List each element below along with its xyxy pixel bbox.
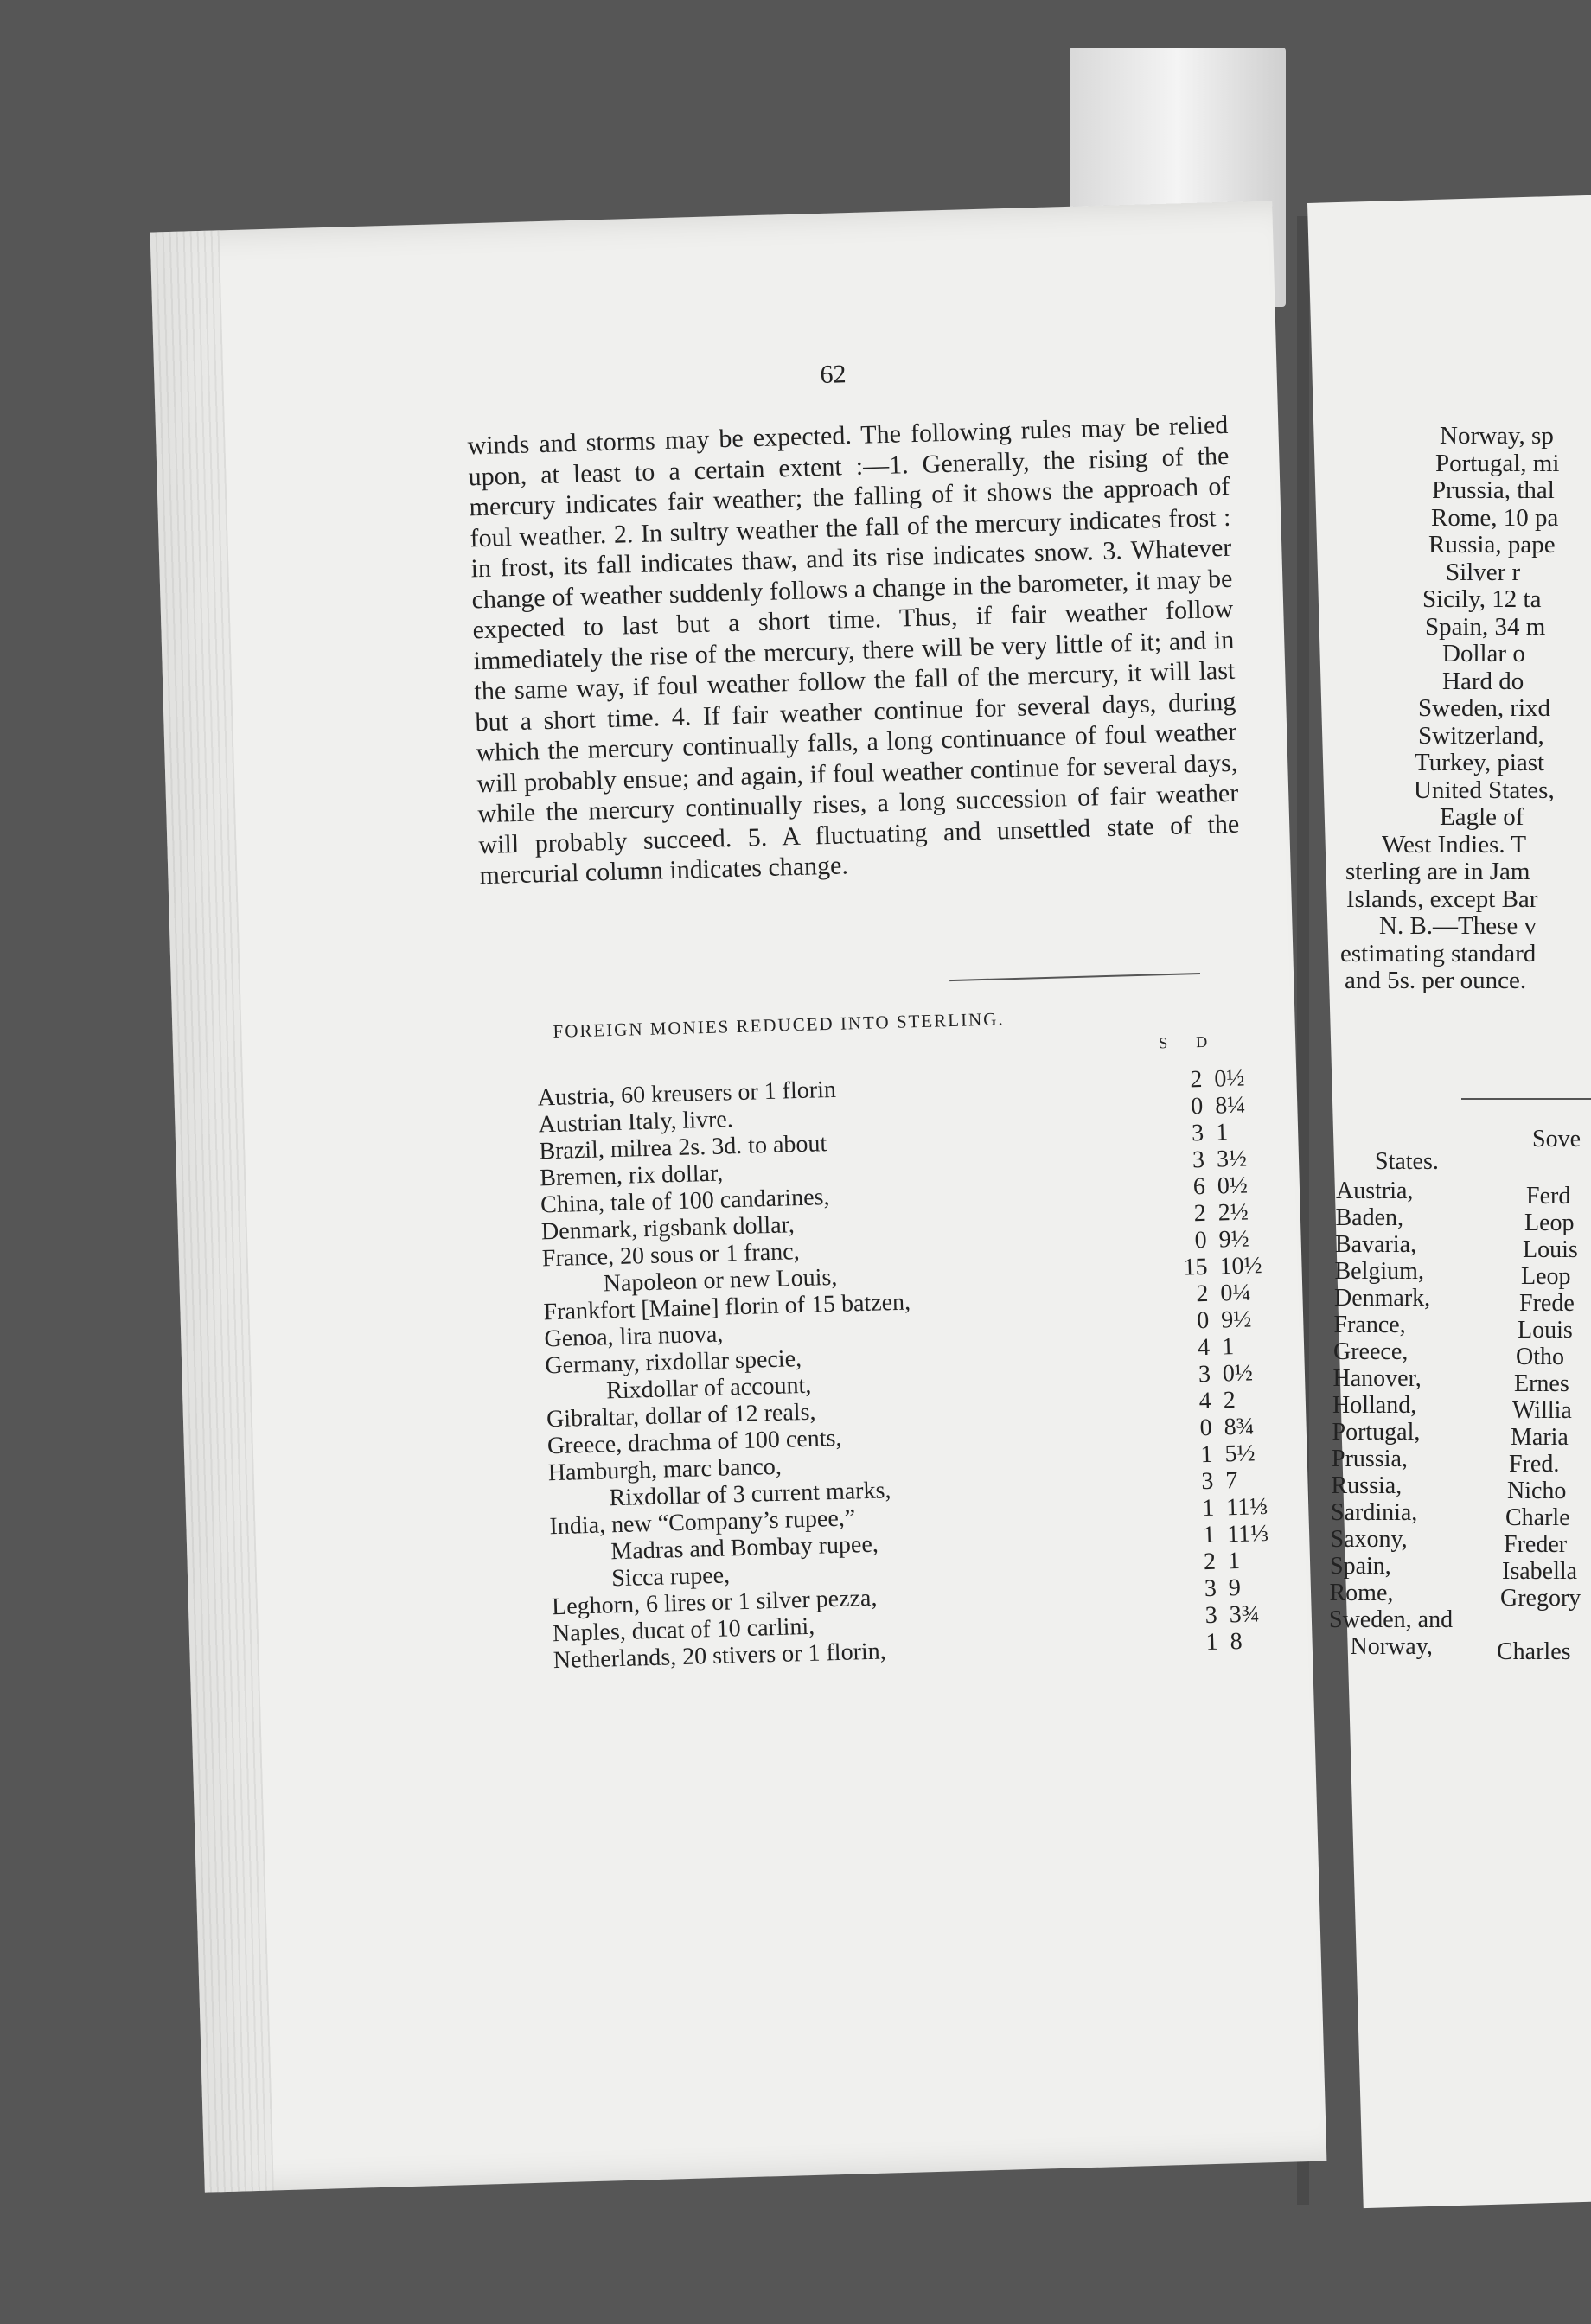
currency-name: Austria, 60 kreusers or 1 florin [537, 1076, 837, 1112]
shillings-value: 0 [1199, 1414, 1213, 1442]
sovereign-name: Otho [1516, 1344, 1564, 1370]
facing-page-line: Hard do [1442, 667, 1524, 695]
currency-name: Greece, drachma of 100 cents, [546, 1424, 842, 1460]
state-name: Portugal, [1332, 1419, 1421, 1446]
currency-name: Bremen, rix dollar, [539, 1159, 724, 1192]
facing-page-line: estimating standard [1340, 939, 1537, 967]
pence-header: D [1195, 1032, 1208, 1051]
pence-value: 2 [1223, 1387, 1236, 1414]
currency-name: Napoleon or new Louis, [603, 1263, 838, 1298]
facing-page-line: Dollar o [1442, 640, 1525, 667]
currency-name: France, 20 sous or 1 franc, [541, 1238, 801, 1273]
facing-page-line: Norway, sp [1440, 422, 1554, 450]
currency-name: India, new “Company’s rupee,” [549, 1504, 856, 1541]
facing-page-line: West Indies. T [1382, 830, 1527, 859]
pence-value: 9 [1228, 1574, 1242, 1602]
shillings-value: 3 [1192, 1146, 1205, 1174]
currency-name: Genoa, lira nuova, [544, 1320, 724, 1353]
pence-value: 11⅓ [1226, 1520, 1269, 1548]
page-number: 62 [820, 360, 847, 389]
shillings-value: 1 [1200, 1440, 1213, 1469]
shillings-value: 0 [1194, 1226, 1208, 1255]
shillings-value: 4 [1198, 1387, 1212, 1415]
shillings-value: 0 [1190, 1092, 1204, 1120]
currency-name: Brazil, milrea 2s. 3d. to about [539, 1130, 827, 1165]
monies-table [537, 1064, 1269, 1675]
shillings-value: 2 [1195, 1280, 1209, 1308]
sovereign-name: Freder [1504, 1531, 1568, 1558]
sovereign-name: Ernes [1514, 1370, 1569, 1397]
state-name: Prussia, [1332, 1446, 1408, 1472]
facing-page-line: Portugal, mi [1435, 449, 1560, 477]
left-page [150, 201, 1327, 2192]
facing-divider-rule [1461, 1098, 1591, 1100]
sovereign-name: Fred. [1509, 1451, 1560, 1478]
divider-rule [949, 973, 1200, 981]
state-name: Sardinia, [1331, 1499, 1418, 1526]
shillings-value: 3 [1191, 1119, 1204, 1147]
shillings-value: 2 [1189, 1065, 1203, 1094]
pence-value: 1 [1221, 1333, 1235, 1361]
sovereign-name: Nicho [1507, 1478, 1567, 1504]
pence-value: 7 [1224, 1467, 1238, 1495]
sovereign-name: Charles [1497, 1638, 1571, 1665]
page-edge [150, 230, 274, 2192]
currency-name: Hamburgh, marc banco, [547, 1452, 783, 1487]
facing-page-line: Sicily, 12 ta [1422, 585, 1542, 613]
barometer-paragraph: winds and storms may be expected. The following rules may be relied upon, at least to a certain extent :—1. Generally, the rising of the mercury indicates fair weather; the falling of it shows the approach of foul weather. 2. In sultry weather the fall of the mercury indicates frost : in frost, its fall indicates thaw, and its rise indicates snow. 3. Whatever change of weather suddenly follows a change in the barometer, it may be expected to last but a short time. Thus, if fair weather follow immediately the rise of the mercury, there will be very little of it; and in the same way, if foul weather follow the fall of the mercury, it will last but a short time. 4. If fair weather continue for several days, during which the mercury continually falls, a long continuance of foul weather will probably ensue; and again, if foul weather continue for several days, while the mercury continually rises, a long succession of fair weather will probably succeed. 5. A fluctuating and unsettled state of the mercurial column indicates change. [467, 410, 1240, 891]
pence-value: 3½ [1216, 1145, 1248, 1173]
state-name: France, [1333, 1312, 1406, 1338]
currency-name: Austrian Italy, livre. [538, 1106, 734, 1139]
state-name: Holland, [1332, 1392, 1417, 1419]
shillings-value: 2 [1203, 1548, 1217, 1576]
pence-value: 8 [1230, 1627, 1243, 1656]
pence-value: 9½ [1218, 1225, 1250, 1254]
facing-page-line: Prussia, thal [1432, 476, 1555, 504]
pence-value: 1 [1215, 1119, 1229, 1146]
shillings-value: 0 [1196, 1306, 1210, 1335]
pence-value: 3¾ [1229, 1600, 1261, 1629]
pence-value: 8¾ [1224, 1413, 1256, 1441]
facing-page-line: Eagle of [1440, 803, 1524, 831]
currency-name: Netherlands, 20 stivers or 1 florin, [553, 1638, 887, 1675]
sovereign-name: Leop [1524, 1210, 1575, 1236]
currency-name: Rixdollar of 3 current marks, [609, 1477, 891, 1512]
state-name: Russia, [1331, 1472, 1403, 1499]
sovereign-name: Louis [1523, 1236, 1578, 1263]
state-name: Spain, [1330, 1553, 1391, 1580]
facing-page-line: N. B.—These v [1379, 912, 1537, 940]
state-name: Bavaria, [1335, 1231, 1417, 1258]
facing-page-line: Islands, except Bar [1346, 884, 1538, 913]
sovereign-name: Charle [1505, 1504, 1570, 1531]
pence-value: 0½ [1213, 1064, 1245, 1093]
shillings-value: 3 [1198, 1360, 1211, 1389]
sovereigns-header: Sove [1532, 1126, 1581, 1152]
pence-value: 2½ [1217, 1198, 1249, 1227]
currency-name: Sicca rupee, [610, 1561, 731, 1593]
pence-value: 5½ [1224, 1440, 1256, 1468]
shillings-value: 3 [1200, 1467, 1214, 1496]
facing-page-line: sterling are in Jam [1345, 858, 1530, 885]
shillings-value: 3 [1204, 1574, 1217, 1603]
sovereign-name: Gregory [1500, 1585, 1581, 1612]
sovereign-name: Frede [1519, 1290, 1575, 1317]
facing-page-line: Spain, 34 m [1425, 612, 1546, 641]
state-name: Belgium, [1334, 1258, 1424, 1285]
state-name: Greece, [1333, 1338, 1409, 1365]
pence-value: 0¼ [1219, 1279, 1251, 1307]
sovereign-name: Isabella [1502, 1558, 1578, 1585]
state-name: Saxony, [1330, 1526, 1408, 1553]
pence-value: 8¼ [1214, 1091, 1246, 1120]
shillings-value: 3 [1204, 1601, 1218, 1630]
state-name: Rome, [1329, 1580, 1394, 1606]
currency-name: Gibraltar, dollar of 12 reals, [546, 1398, 816, 1433]
sovereign-name: Willia [1512, 1397, 1572, 1424]
sovereign-name: Maria [1511, 1424, 1569, 1451]
facing-page-line: Russia, pape [1428, 531, 1556, 559]
currency-name: Naples, ducat of 10 carlini, [552, 1612, 815, 1648]
pence-value: 10½ [1219, 1252, 1262, 1280]
facing-page-line: and 5s. per ounce. [1345, 967, 1527, 994]
currency-name: Denmark, rigsbank dollar, [540, 1211, 796, 1246]
pence-value: 0½ [1217, 1172, 1249, 1200]
shillings-value: 6 [1192, 1172, 1206, 1201]
pence-value: 9½ [1220, 1306, 1252, 1334]
facing-page-line: Silver r [1446, 558, 1521, 586]
currency-name: Madras and Bombay rupee, [610, 1530, 879, 1566]
shillings-value: 15 [1183, 1253, 1208, 1281]
state-name: Baden, [1335, 1204, 1404, 1231]
state-name: Austria, [1336, 1178, 1414, 1204]
shillings-value: 1 [1205, 1628, 1219, 1657]
shillings-value: 1 [1202, 1521, 1216, 1549]
table-title: FOREIGN MONIES REDUCED INTO STERLING. [553, 1008, 1005, 1042]
state-name: Norway, [1350, 1633, 1433, 1660]
shillings-value: 1 [1201, 1494, 1215, 1523]
states-header: States. [1375, 1148, 1439, 1175]
facing-page-line: United States, [1414, 776, 1555, 804]
shillings-value: 4 [1197, 1333, 1211, 1362]
currency-name: Frankfort [Maine] florin of 15 batzen, [543, 1288, 911, 1326]
sovereign-name: Louis [1518, 1317, 1573, 1344]
currency-name: China, tale of 100 candarines, [540, 1184, 830, 1219]
pence-value: 11⅓ [1225, 1493, 1268, 1522]
pence-value: 0½ [1222, 1359, 1254, 1388]
state-name: Hanover, [1332, 1365, 1422, 1392]
sovereign-name: Leop [1521, 1263, 1571, 1290]
shillings-header: S [1158, 1034, 1168, 1052]
currency-name: Rixdollar of account, [605, 1371, 812, 1405]
currency-name: Germany, rixdollar specie, [544, 1345, 802, 1380]
facing-page-line: Switzerland, [1418, 721, 1544, 750]
state-name: Denmark, [1334, 1285, 1431, 1312]
facing-page-line: Sweden, rixd [1418, 694, 1551, 722]
sovereign-name: Ferd [1526, 1183, 1571, 1210]
pence-value: 1 [1227, 1547, 1241, 1575]
shillings-value: 2 [1193, 1199, 1207, 1228]
currency-name: Leghorn, 6 lires or 1 silver pezza, [551, 1584, 878, 1621]
facing-page-line: Rome, 10 pa [1431, 503, 1559, 532]
facing-page-line: Turkey, piast [1415, 749, 1545, 776]
state-name: Sweden, and [1329, 1606, 1454, 1633]
